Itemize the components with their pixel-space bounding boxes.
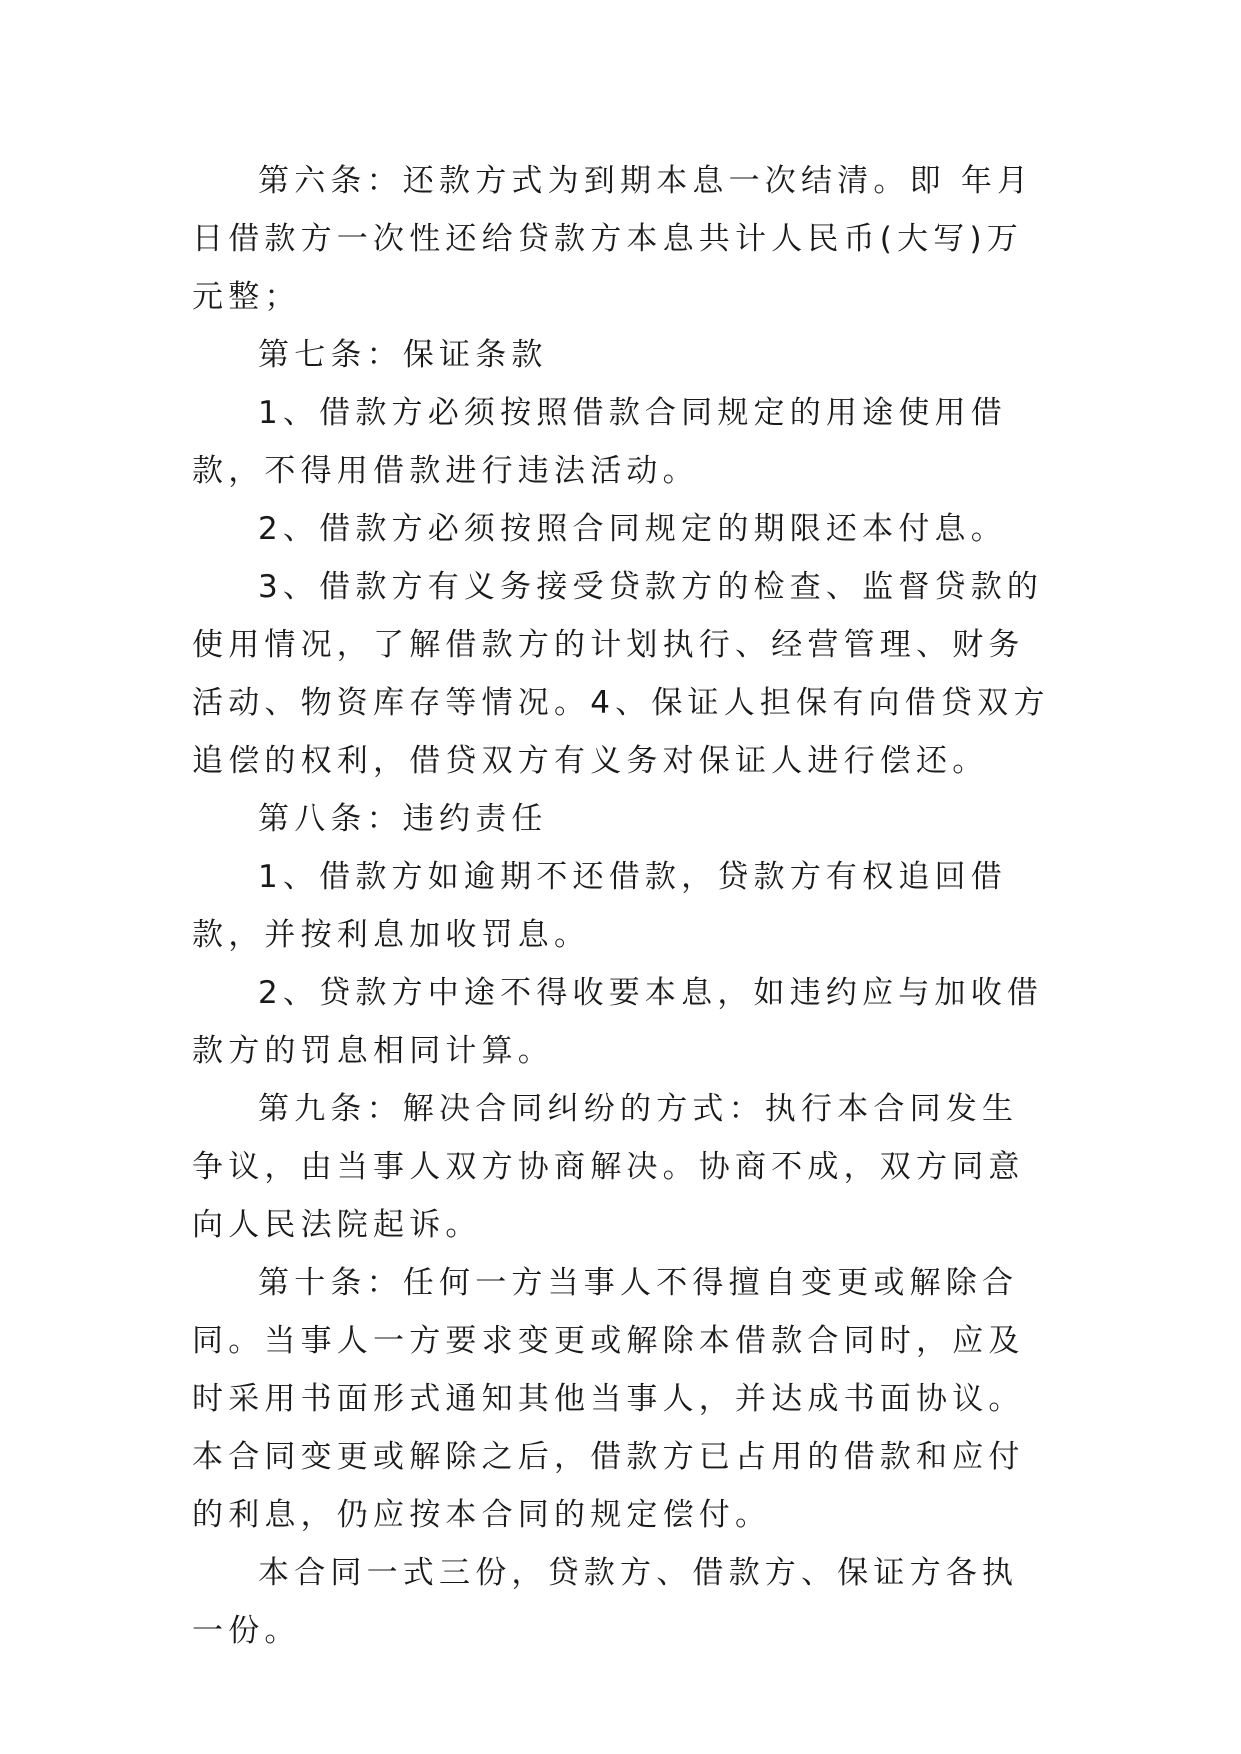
copies-statement: 本合同一式三份，贷款方、借款方、保证方各执一份。 xyxy=(192,1555,1019,1649)
guarantee-clause-3-4: 3、借款方有义务接受贷款方的检查、监督贷款的使用情况，了解借款方的计划执行、经营管理、财务活动、物资库存等情况。4、保证人担保有向借贷双方追偿的权利，借贷双方有义务对保证人进行偿还。 xyxy=(192,569,1050,779)
article-6-repayment: 第六条：还款方式为到期本息一次结清。即 年月日借款方一次性还给贷款方本息共计人民币(大写)万元整； xyxy=(192,163,1034,315)
guarantee-clause-2: 2、借款方必须按照合同规定的期限还本付息。 xyxy=(258,511,1007,547)
guarantee-clause-1: 1、借款方必须按照借款合同规定的用途使用借款，不得用借款进行违法活动。 xyxy=(192,395,1007,489)
liability-clause-1: 1、借款方如逾期不还借款，贷款方有权追回借款，并按利息加收罚息。 xyxy=(192,859,1007,953)
article-7-heading: 第七条：保证条款 xyxy=(258,337,548,373)
article-9-dispute: 第九条：解决合同纠纷的方式：执行本合同发生争议，由当事人双方协商解决。协商不成，双方同意向人民法院起诉。 xyxy=(192,1091,1025,1243)
contract-body xyxy=(192,152,1052,1660)
liability-clause-2: 2、贷款方中途不得收要本息，如违约应与加收借款方的罚息相同计算。 xyxy=(192,975,1044,1069)
article-8-heading: 第八条：违约责任 xyxy=(258,801,548,837)
article-10-modification: 第十条：任何一方当事人不得擅自变更或解除合同。当事人一方要求变更或解除本借款合同时，应及时采用书面形式通知其他当事人，并达成书面协议。本合同变更或解除之后，借款方已占用的借款和应付的利息，仍应按本合同的规定偿付。 xyxy=(192,1265,1025,1533)
